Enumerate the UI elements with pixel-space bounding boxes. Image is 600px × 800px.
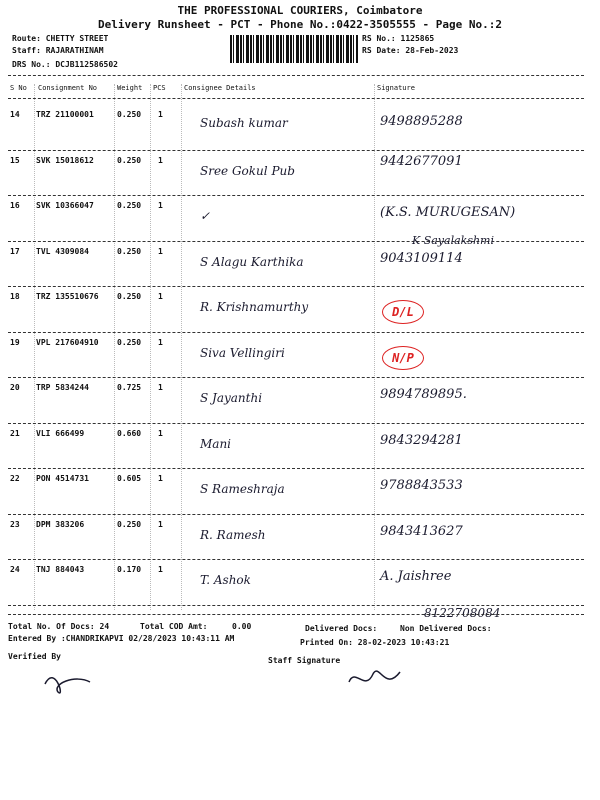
row-consignment-no: SVK 15018612 bbox=[36, 155, 94, 165]
row-signature-stamp: D/L bbox=[382, 300, 424, 324]
divider bbox=[8, 98, 584, 99]
row-consignee: R. Krishnamurthy bbox=[200, 300, 309, 314]
row-consignee: Subash kumar bbox=[200, 116, 288, 130]
row-pcs: 1 bbox=[158, 201, 163, 210]
row-consignee: Mani bbox=[200, 436, 232, 451]
divider bbox=[8, 75, 584, 76]
row-sno: 14 bbox=[10, 110, 20, 119]
row-signature: 9894789895. bbox=[380, 387, 467, 402]
row-consignee: S Alagu Karthika bbox=[200, 254, 304, 269]
row-sno: 18 bbox=[10, 292, 20, 301]
row-sno: 20 bbox=[10, 383, 20, 392]
col-consignment: Consignment No bbox=[38, 84, 98, 92]
row-divider bbox=[8, 559, 584, 560]
col-consignee: Consignee Details bbox=[184, 84, 256, 92]
row-weight: 0.250 bbox=[117, 201, 142, 210]
table-row bbox=[0, 383, 600, 428]
row-consignee: R. Ramesh bbox=[200, 527, 266, 542]
row-weight: 0.660 bbox=[117, 428, 142, 438]
divider bbox=[8, 614, 584, 615]
total-docs: Total No. Of Docs: 24 bbox=[8, 622, 110, 631]
row-divider bbox=[8, 514, 584, 515]
table-row bbox=[0, 110, 600, 155]
row-sno: 16 bbox=[10, 201, 20, 210]
row-sno: 23 bbox=[10, 519, 20, 529]
row-consignee: Sree Gokul Pub bbox=[200, 163, 295, 178]
row-divider bbox=[8, 150, 584, 151]
row-signature: (K.S. MURUGESAN) bbox=[380, 205, 516, 220]
total-cod-label: Total COD Amt: bbox=[140, 622, 208, 631]
table-row bbox=[0, 153, 600, 201]
table-row bbox=[0, 201, 600, 246]
barcode bbox=[230, 35, 358, 63]
row-consignment-no: TRP 5834244 bbox=[36, 383, 89, 392]
row-consignment-no: VPL 217604910 bbox=[36, 337, 99, 347]
drs-number: DRS No.: DCJB112586502 bbox=[12, 60, 118, 69]
row-sno: 24 bbox=[10, 565, 20, 574]
printed-on: Printed On: 28-02-2023 10:43:21 bbox=[300, 638, 450, 647]
row-weight: 0.250 bbox=[117, 110, 142, 119]
row-weight: 0.250 bbox=[117, 246, 142, 256]
route: Route: CHETTY STREET bbox=[12, 34, 109, 43]
company-name: THE PROFESSIONAL COURIERS, Coimbatore bbox=[177, 4, 423, 17]
row-pcs: 1 bbox=[158, 246, 163, 256]
row-divider bbox=[8, 468, 584, 469]
row-consignment-no: VLI 666499 bbox=[36, 428, 85, 438]
row-signature: 9043109114 bbox=[380, 250, 463, 266]
total-cod-value: 0.00 bbox=[232, 622, 252, 631]
row-divider bbox=[8, 332, 584, 333]
staff-signature-label: Staff Signature bbox=[268, 656, 341, 665]
row-divider bbox=[8, 241, 584, 242]
row-divider bbox=[8, 377, 584, 378]
row-consignee: Siva Vellingiri bbox=[200, 345, 285, 360]
table-header bbox=[0, 84, 600, 96]
table-row bbox=[0, 338, 600, 383]
col-pcs: PCS bbox=[153, 84, 166, 92]
row-sno: 15 bbox=[10, 155, 20, 165]
col-signature: Signature bbox=[377, 84, 415, 92]
row-signature: 9843294281 bbox=[380, 432, 463, 448]
row-weight: 0.250 bbox=[117, 292, 142, 301]
row-pcs: 1 bbox=[158, 155, 163, 165]
row-pcs: 1 bbox=[158, 292, 163, 301]
row-pcs: 1 bbox=[158, 474, 163, 483]
row-weight: 0.605 bbox=[117, 474, 142, 483]
extra-signature-name: K Sayalakshmi bbox=[412, 234, 495, 247]
row-divider bbox=[8, 286, 584, 287]
row-consignment-no: TVL 4309084 bbox=[36, 246, 89, 256]
col-sno: S No bbox=[10, 84, 27, 92]
staff: Staff: RAJARATHINAM bbox=[12, 46, 104, 55]
row-consignment-no: TNJ 884043 bbox=[36, 565, 85, 574]
entered-by: Entered By :CHANDRIKAPVI 02/28/2023 10:43:11 AM bbox=[8, 634, 235, 643]
table-row bbox=[0, 520, 600, 565]
row-pcs: 1 bbox=[158, 428, 163, 438]
row-signature: 9442677091 bbox=[380, 153, 463, 169]
row-divider bbox=[8, 423, 584, 424]
row-sno: 21 bbox=[10, 428, 20, 438]
table-row bbox=[0, 474, 600, 519]
row-divider bbox=[8, 195, 584, 196]
row-consignee: S Jayanthi bbox=[200, 391, 263, 405]
rs-date: RS Date: 28-Feb-2023 bbox=[362, 46, 459, 55]
row-weight: 0.250 bbox=[117, 519, 142, 529]
runsheet-title: Delivery Runsheet - PCT - Phone No.:0422-3505555 - Page No.:2 bbox=[98, 18, 502, 31]
verified-signature bbox=[40, 664, 100, 704]
row-consignee: S Rameshraja bbox=[200, 482, 285, 496]
row-sno: 22 bbox=[10, 474, 20, 483]
col-weight: Weight bbox=[117, 84, 143, 92]
verified-by-label: Verified By bbox=[8, 652, 61, 661]
table-row bbox=[0, 247, 600, 292]
row-weight: 0.170 bbox=[117, 565, 142, 574]
row-signature-stamp: N/P bbox=[382, 346, 424, 370]
row-consignment-no: PON 4514731 bbox=[36, 474, 89, 483]
row-signature: A. Jaishree bbox=[380, 569, 452, 584]
row-consignment-no: DPM 383206 bbox=[36, 519, 85, 529]
row-weight: 0.725 bbox=[117, 383, 142, 392]
row-weight: 0.250 bbox=[117, 155, 142, 165]
delivered-docs: Delivered Docs: bbox=[305, 624, 378, 633]
row-pcs: 1 bbox=[158, 110, 163, 119]
row-consignee: ✓ bbox=[200, 209, 211, 223]
row-pcs: 1 bbox=[158, 519, 163, 529]
row-consignment-no: TRZ 21100001 bbox=[36, 110, 94, 119]
extra-signature-phone: 8122708084 bbox=[424, 606, 501, 620]
table-row bbox=[0, 429, 600, 474]
staff-signature bbox=[345, 662, 405, 696]
row-signature: 9788843533 bbox=[380, 478, 463, 493]
table-row bbox=[0, 292, 600, 337]
row-pcs: 1 bbox=[158, 565, 163, 574]
row-pcs: 1 bbox=[158, 383, 163, 392]
row-signature: 9498895288 bbox=[380, 114, 463, 129]
table-row bbox=[0, 565, 600, 610]
row-sno: 19 bbox=[10, 337, 20, 347]
non-delivered-docs: Non Delivered Docs: bbox=[400, 624, 492, 633]
rs-number: RS No.: 1125865 bbox=[362, 34, 435, 43]
row-sno: 17 bbox=[10, 246, 20, 256]
row-consignee: T. Ashok bbox=[200, 573, 251, 587]
row-pcs: 1 bbox=[158, 337, 163, 347]
row-consignment-no: TRZ 135510676 bbox=[36, 292, 99, 301]
row-weight: 0.250 bbox=[117, 337, 142, 347]
row-signature: 9843413627 bbox=[380, 523, 463, 539]
row-consignment-no: SVK 10366047 bbox=[36, 201, 94, 210]
